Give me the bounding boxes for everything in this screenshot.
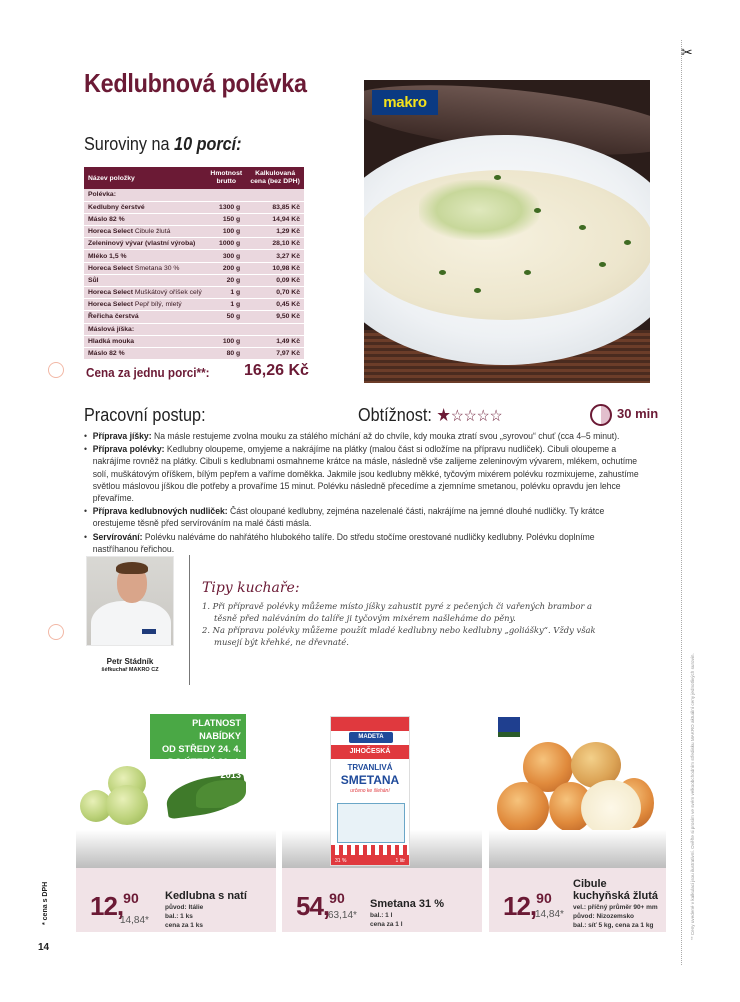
price-per-portion-label: Cena za jednu porci**:	[86, 365, 210, 380]
table-row	[84, 287, 304, 299]
ingredient-name: Řeřicha čerstvá	[88, 313, 139, 321]
ingredient-weight: 1 g	[206, 287, 246, 299]
ingredient-name: Zeleninový vývar (vlastní výroba)	[88, 240, 196, 248]
ingredient-brand: Horeca Select	[88, 264, 133, 272]
ingredient-name: Muškátový oříšek celý	[134, 289, 202, 297]
ingredients-body	[84, 189, 304, 360]
table-row	[84, 262, 304, 274]
ingredient-name: Cibule žlutá	[134, 228, 171, 236]
tip-item: 2. Na přípravu polévky můžeme použít mladé kedlubny nebo kedlubny „goliášky“. Vždy však musejí být křehké, ne dřevnaté.	[202, 625, 596, 647]
ingredient-price: 0,09 Kč	[246, 274, 304, 286]
price-per-portion-value: 16,26 Kč	[244, 362, 309, 379]
carton-bottom	[331, 855, 409, 866]
punch-hole-icon	[48, 362, 64, 378]
table-row	[84, 311, 304, 323]
chef-role: šéfkuchař MAKRO CZ	[101, 667, 159, 673]
carton-brand: MADETA	[349, 732, 393, 743]
table-row	[84, 299, 304, 311]
price-disclaimer: ** Ceny uvedené v kalkulaci jsou ilustrativní. Ověřte si prosím ve svém velkoobchodním středisku MAKRO aktuální ceny jednotlivých surovin.	[690, 653, 695, 940]
ingredient-price: 83,85 Kč	[246, 201, 304, 213]
validity-line: DO ÚTERÝ 30. 4. 2013	[167, 757, 241, 780]
product-name	[573, 878, 658, 902]
ingredient-brand: Horeca Select	[88, 301, 133, 309]
herb-icon	[624, 240, 631, 245]
product-detail-line: vel.: příčný průměr 90+ mm	[573, 904, 658, 911]
ingredient-price: 28,10 Kč	[246, 238, 304, 250]
table-row	[84, 201, 304, 213]
ingredient-price: 3,27 Kč	[246, 250, 304, 262]
col-header-price-l1: Kalkulovaná	[255, 170, 296, 177]
step-label: Příprava kedlubnových nudliček:	[92, 506, 228, 517]
ingredient-name: Máslo 82 %	[88, 215, 125, 223]
ingredient-weight: 80 g	[206, 347, 246, 359]
kohlrabi-noodles-garnish	[419, 180, 539, 240]
price-area	[76, 868, 276, 932]
ingredient-price: 1,29 Kč	[246, 226, 304, 238]
smetana-carton-image	[330, 716, 410, 866]
price-cents: 90	[536, 890, 552, 906]
ingredient-price: 0,45 Kč	[246, 299, 304, 311]
tips-title: Tipy kuchaře:	[202, 580, 300, 596]
prep-time: 30 min	[617, 406, 659, 421]
validity-line: OD STŘEDY 24. 4.	[162, 744, 241, 754]
price-with-vat: 63,14*	[328, 910, 357, 921]
table-row	[84, 250, 304, 262]
onion-shape	[497, 782, 549, 834]
horeca-label-bar	[498, 732, 520, 737]
house-illustration	[337, 803, 405, 843]
carton-banner: JIHOČESKÁ	[331, 745, 409, 759]
ingredient-name: Hladká mouka	[88, 337, 135, 345]
product-detail-line: původ: Itálie	[165, 904, 204, 911]
punch-hole-icon	[48, 624, 64, 640]
section-label: Máslová jíška:	[84, 323, 304, 335]
ingredient-name-cell	[84, 262, 206, 274]
chef-tips	[202, 600, 602, 648]
product-detail-line: původ: Nizozemsko	[573, 913, 635, 920]
ingredient-weight: 100 g	[206, 226, 246, 238]
ingredient-name-cell	[84, 347, 206, 359]
product-detail-line: cena za 1 ks	[165, 922, 203, 929]
ingredient-weight: 20 g	[206, 274, 246, 286]
ingredient-price: 0,70 Kč	[246, 287, 304, 299]
servings-value: 10 porcí:	[174, 134, 242, 154]
tip-item: 1. Při přípravě polévky můžeme místo jíšky zahustit pyré z pečených či vařených brambor a těsně před naléváním do talíře ji tyčovým mixérem našleháme do pěny.	[202, 601, 593, 623]
ingredient-price: 10,98 Kč	[246, 262, 304, 274]
product-detail-line: bal.: síť 5 kg, cena za 1 kg	[573, 922, 654, 929]
price-with-vat: 14,84*	[535, 909, 564, 920]
price-cents: 90	[329, 890, 345, 906]
procedure-title: Pracovní postup:	[84, 405, 206, 425]
scissors-icon: ✂	[681, 44, 693, 60]
ingredient-weight: 300 g	[206, 250, 246, 262]
col-header-weight-l2: brutto	[216, 178, 237, 185]
ingredient-name-cell	[84, 311, 206, 323]
price-whole: 54,	[296, 891, 330, 921]
ingredient-weight: 100 g	[206, 335, 246, 347]
difficulty-label: Obtížnost:	[358, 405, 432, 425]
table-row	[84, 213, 304, 225]
ingredient-name-cell	[84, 335, 206, 347]
ingredient-name: Sůl	[88, 276, 99, 284]
ingredient-name: Kedlubny čerstvé	[88, 203, 145, 211]
product-detail-line: cena za 1 l	[370, 921, 403, 928]
price-cents: 90	[123, 890, 139, 906]
price-with-vat: 14,84*	[120, 915, 149, 926]
procedure-steps	[84, 430, 659, 556]
ingredient-weight: 150 g	[206, 213, 246, 225]
table-row	[84, 274, 304, 286]
product-details	[370, 911, 403, 929]
cut-line	[681, 40, 682, 965]
step-text: Část oloupané kedlubny, zejména nazelenalé části, nakrájíme na jemné dlouhé nudličky. Ty krátce orestujeme těsně před servírováním na malé části másla.	[92, 506, 605, 529]
table-row	[84, 226, 304, 238]
ingredient-brand: Horeca Select	[88, 228, 133, 236]
ingredient-name-cell	[84, 274, 206, 286]
chef-badge-shape	[142, 629, 156, 634]
step-label: Příprava jíšky:	[92, 431, 152, 441]
servings-heading	[84, 134, 242, 155]
product-name-line: kuchyňská žlutá	[573, 890, 658, 902]
horeca-select-logo	[497, 716, 521, 738]
divider	[189, 555, 190, 685]
shelf-band	[76, 830, 276, 868]
col-header-name: Název položky	[84, 167, 206, 189]
ingredient-name-cell	[84, 238, 206, 250]
ingredient-price: 9,50 Kč	[246, 311, 304, 323]
carton-top	[331, 717, 409, 731]
carton-line1: TRVANLIVÁ	[347, 763, 393, 772]
step-label: Servírování:	[92, 531, 143, 542]
price-area	[282, 868, 482, 932]
ingredient-weight: 1300 g	[206, 201, 246, 213]
herb-icon	[599, 262, 606, 267]
ingredient-price: 7,97 Kč	[246, 347, 304, 359]
step-text: Kedlubny oloupeme, omyjeme a nakrájíme na plátky (malou část si odložíme na přípravu nudliček). Cibuli oloupeme a nakrájíme rovněž na plátky. Cibuli s kedlubnami osmahneme krátce na másle, následně vše zalijeme zeleninovým vývarem, mlékem, ochutíme solí, muškátovým oříškem, bílým pepřem a vaříme doměkka. Jakmile jsou kedlubny měkké, tyčovým mixérem polévku rozmixujeme, zahustíme světlou máslovou jíškou dle potřeby a provaříme 15 minut. Polévku následně přecedíme a zjemníme smetanou, polévku opravdu jen lehce převaříme.	[92, 444, 639, 504]
section-label: Polévka:	[84, 189, 304, 201]
makro-logo: makro	[372, 90, 438, 115]
chef-name: Petr Stádník	[106, 657, 154, 666]
table-header-row	[84, 167, 304, 189]
ingredient-name: Máslo 82 %	[88, 350, 125, 358]
ingredient-price: 14,94 Kč	[246, 213, 304, 225]
herb-icon	[579, 225, 586, 230]
product-details	[165, 903, 203, 930]
ingredient-name-cell	[84, 250, 206, 262]
step-item	[84, 430, 642, 442]
ingredient-name-cell	[84, 299, 206, 311]
ingredient-name-cell	[84, 226, 206, 238]
kohlrabi-shape	[106, 785, 148, 825]
product-name: Smetana 31 %	[370, 898, 444, 910]
product-detail-line: bal.: 1 ks	[165, 913, 193, 920]
recipe-title: Kedlubnová polévka	[84, 68, 307, 98]
clock-icon	[590, 404, 612, 426]
herb-icon	[474, 288, 481, 293]
price-whole: 12,	[90, 891, 124, 921]
step-item	[84, 443, 642, 504]
soup-photo	[364, 80, 650, 383]
ingredients-table	[84, 167, 304, 360]
ingredient-brand: Horeca Select	[88, 289, 133, 297]
leaf-shape	[196, 780, 246, 808]
page-number: 14	[38, 942, 50, 953]
col-header-weight	[206, 167, 246, 189]
table-section-row	[84, 323, 304, 335]
ingredient-price: 1,49 Kč	[246, 335, 304, 347]
ingredient-name: Mléko 1,5 %	[88, 252, 127, 260]
col-header-price-l2: cena (bez DPH)	[250, 178, 300, 185]
herb-icon	[534, 208, 541, 213]
star-empty-icon: ☆☆☆☆	[450, 408, 503, 425]
offer-validity-badge	[150, 714, 246, 780]
step-text: Polévku naléváme do nahřátého hlubokého talíře. Do středu stočíme orestované nudličky kedlubny. Polévku doplníme nastříhanou řeřichou.	[92, 531, 595, 554]
carton-line2: SMETANA	[340, 773, 400, 787]
carton-line3: určeno ke šlehání	[350, 788, 390, 794]
checkered-pattern	[331, 845, 409, 855]
product-details	[573, 903, 658, 930]
ingredient-name: Smetana 30 %	[134, 264, 180, 272]
table-row	[84, 335, 304, 347]
chef-photo	[86, 556, 174, 646]
ingredient-weight: 50 g	[206, 311, 246, 323]
chef-jacket-shape	[91, 601, 171, 646]
chef-hair-shape	[116, 562, 148, 574]
step-item	[84, 531, 642, 555]
herb-icon	[439, 270, 446, 275]
table-section-row	[84, 189, 304, 201]
ingredient-weight: 1 g	[206, 299, 246, 311]
carton-fat: 31 %	[335, 858, 347, 864]
ingredient-weight: 1000 g	[206, 238, 246, 250]
vat-note: * cena s DPH	[42, 881, 49, 925]
onion-half-shape	[581, 780, 641, 836]
ingredient-weight: 200 g	[206, 262, 246, 274]
ingredient-name-cell	[84, 201, 206, 213]
ingredient-name-cell	[84, 213, 206, 225]
table-row	[84, 238, 304, 250]
servings-prefix: Suroviny na	[84, 134, 175, 154]
herb-icon	[494, 175, 501, 180]
col-header-price	[246, 167, 304, 189]
shelf-band	[489, 830, 666, 868]
step-text: Na másle restujeme zvolna mouku za stálého míchání až do chvíle, kdy mouka ztratí svou „syrovou“ chuť (cca 4–5 minut).	[151, 431, 620, 441]
step-label: Příprava polévky:	[92, 444, 165, 455]
col-header-weight-l1: Hmotnost	[210, 170, 243, 177]
difficulty-rating	[358, 405, 503, 426]
product-name: Kedlubna s natí	[165, 890, 247, 902]
herb-icon	[524, 270, 531, 275]
price-whole: 12,	[503, 891, 537, 921]
table-row	[84, 347, 304, 359]
step-item	[84, 505, 642, 529]
carton-volume: 1 litr	[395, 858, 405, 864]
product-detail-line: bal.: 1 l	[370, 912, 393, 919]
price-area	[489, 868, 666, 932]
ingredient-name: Pepř bílý, mletý	[134, 301, 182, 309]
ingredient-name-cell	[84, 287, 206, 299]
star-filled-icon: ★	[436, 405, 451, 425]
product-name-line: Cibule	[573, 878, 607, 890]
validity-line: PLATNOST NABÍDKY	[192, 718, 241, 741]
